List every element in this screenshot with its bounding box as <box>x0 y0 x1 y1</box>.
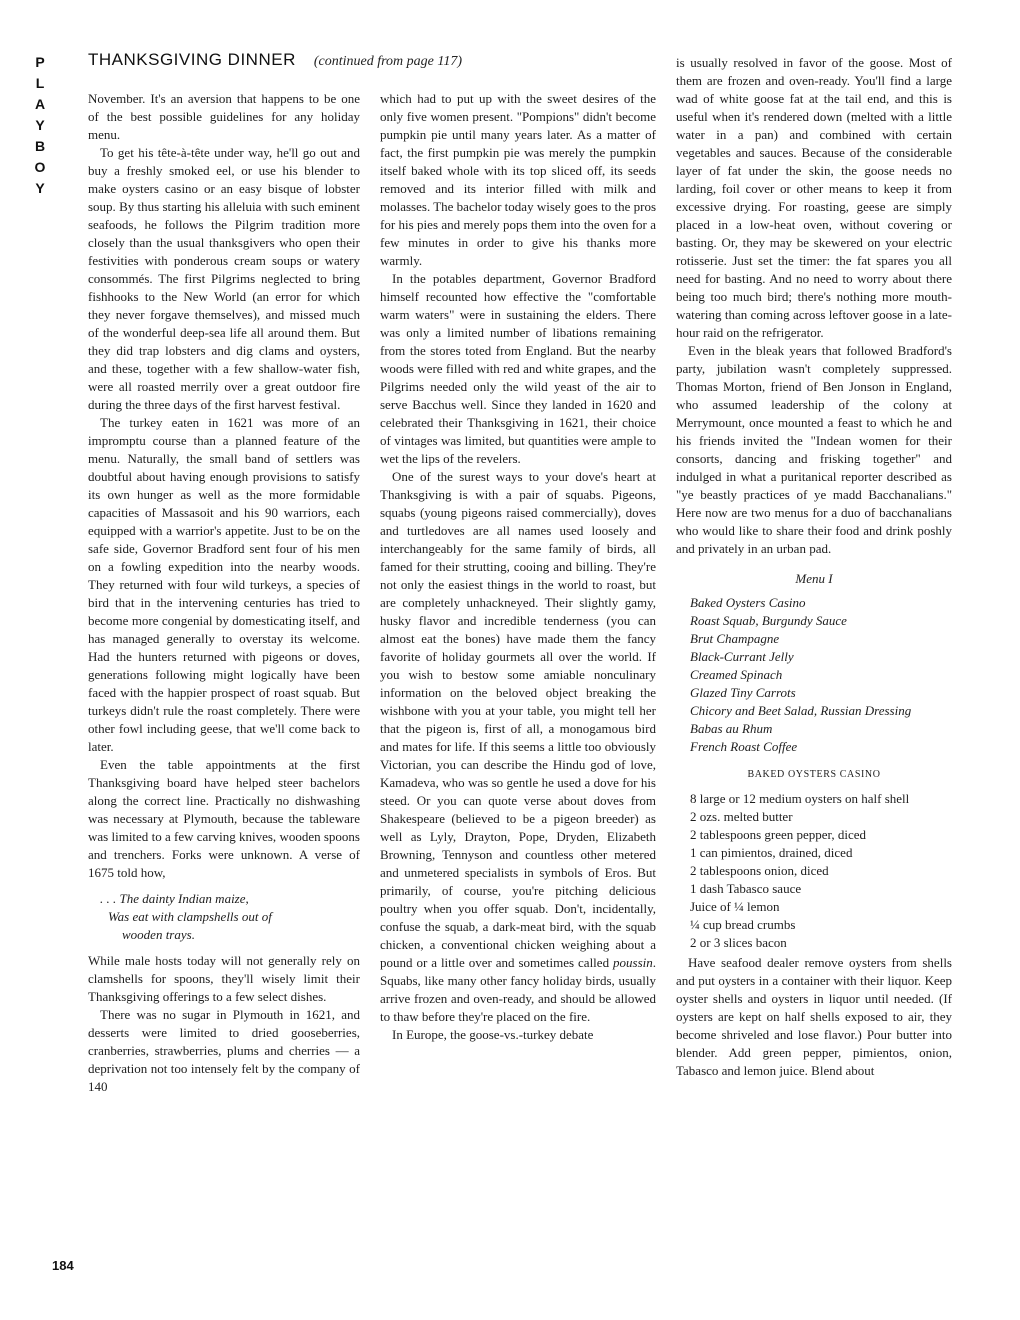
masthead-letter: L <box>35 75 45 91</box>
ingredient-item: 2 or 3 slices bacon <box>690 935 787 950</box>
paragraph: There was no sugar in Plymouth in 1621, and desserts were limited to dried gooseberries, cranberries, strawberries, plums and cherries — a deprivation not too intensely felt by the company of 140 <box>88 1007 360 1094</box>
text-column-2 <box>380 90 656 1044</box>
paragraph: Have seafood dealer remove oysters from shells and put oysters in a container with their liquor. Keep oyster shells and oysters in liquor until needed. (If oysters are kept on half shells exposed to air, they become shriveled and lose flavor.) Pour butter into blender. Add green pepper, pimientos, onion, Tabasco and lemon juice. Blend about <box>676 955 952 1078</box>
article-title: THANKSGIVING DINNER <box>88 50 296 69</box>
masthead-letter: A <box>34 96 46 112</box>
paragraph <box>380 468 656 1026</box>
menu-title: Menu I <box>795 571 833 586</box>
paragraph: Even in the bleak years that followed Bradford's party, jubilation wasn't completely suppressed. Thomas Morton, friend of Ben Jonson in England, who assumed leadership of the colony at Merrymount, once mounted a feast to which he and his friends invited the "Indean women for their consorts, dancing and frisking together" and indulged in what a puritanical reporter described as "ye beastly practices of ye madd Bacchanalians." Here now are two menus for a duo of bacchanalians who would like to share their food and drink poshly and privately in an urban pad. <box>676 343 952 556</box>
menu-item: Creamed Spinach <box>690 667 783 682</box>
menu-item: Glazed Tiny Carrots <box>690 685 796 700</box>
magazine-masthead <box>30 52 50 199</box>
ingredient-item: 1 dash Tabasco sauce <box>690 881 802 896</box>
paragraph: Even the table appointments at the first Thanksgiving board have helped steer bachelors along the correct line. Practically no dishwashing was necessary at Plymouth, because the tableware was limited to a few carving knives, wooden spoons and trenchers. Forks were unknown. A verse of 1675 told how, <box>88 757 360 880</box>
paragraph: To get his tête-à-tête under way, he'll go out and buy a freshly smoked eel, or use his blender to make oysters casino or an easy bisque of lobster soup. By thus starting his alleluia with such eminent seafoods, he follows the Pilgrim tradition more closely than the usual thanksgivers who open their festivities with ponderous cream soups or watery consommés. The first Pilgrims neglected to bring fishhooks to the New World (an error for which they never forgave themselves), and missed much of the wonderful deep-sea life all around them. But they did trap lobsters and dig clams and oysters, and these, together with a few shallow-water fish, were all roasted merrily over a great outdoor fire during the three days of the first harvest festival. <box>88 145 360 412</box>
italic-term: poussin <box>613 955 653 970</box>
menu-item: Baked Oysters Casino <box>690 595 806 610</box>
paragraph: The turkey eaten in 1621 was more of an impromptu course than a planned feature of the menu. Naturally, the small band of settlers was doubtful about having enough provisions to satisfy its own hunger as well as the more formidable capacities of Massasoit and his 90 warriors, each equipped with a warrior's appetite. Just to be on the safe side, Governor Bradford sent four of his men on a fowling expedition into the nearby woods. They returned with four wild turkeys, a species of bird that in the intervening centuries has tried to become more congenial by domesticating itself, and has managed generally to overstay its welcome. Had the hunters returned with pigeons or doves, generations following might logically have been faced with the happier prospect of roast squab. But turkeys didn't rule the roast completely. There were other fowl including geese, that we'll come back to later. <box>88 415 360 754</box>
continued-note: (continued from page 117) <box>313 54 462 69</box>
menu-item: French Roast Coffee <box>690 739 798 754</box>
verse-line: wooden trays. <box>122 927 195 942</box>
masthead-letter: O <box>34 159 46 175</box>
menu-item: Babas au Rhum <box>690 721 773 736</box>
ingredient-list <box>690 790 952 952</box>
paragraph-text: One of the surest ways to your dove's heart at Thanksgiving is with a pair of squabs. Pigeons, squabs (young pigeons raised commercially), doves and turtledoves are all names used loosely and interchangeably for the same family of birds, all famed for their strutting, cooing and billing. They're not only the easiest things in the world to roast, but are completely unhackneyed. Their slightly gamy, husky flavor and incredible tenderness (you can almost eat the bones) have made them the fancy favorite of holiday gourmets all over the world. If you wish to bestow some amiable nonculinary information on the beloved object breaking the wishbone with you at your table, you might tell her that the pigeon is, first of all, a monogamous bird and mates for life. If this seems a little too obviously Victorian, you can describe the Hindu god of love, Kamadeva, who was so gentle he used a dove for his steed. Or you can quote verse about doves from Shakespeare (believed to be a pigeon breeder) as well as Lyly, Drayton, Pope, Dryden, Elizabeth Browning, Tennyson and countless other metered and unmetered specialists in symbols of Eros. But primarily, of course, you're pitching delicious poultry when you offer squab. Don't, incidentally, confuse the squab, a dark-meat bird, with the squab chicken, a conventional chicken weighing about a pound or a little over and sometimes called <box>380 469 656 970</box>
masthead-letter: Y <box>35 180 45 196</box>
text-column-3 <box>676 54 952 1080</box>
text-column-1 <box>88 90 360 1096</box>
ingredient-item: 2 ozs. melted butter <box>690 809 793 824</box>
menu-item: Chicory and Beet Salad, Russian Dressing <box>690 703 912 718</box>
page-number: 184 <box>52 1258 74 1273</box>
masthead-letter: P <box>35 54 45 70</box>
menu-item: Roast Squab, Burgundy Sauce <box>690 613 847 628</box>
ingredient-item: 1 can pimientos, drained, diced <box>690 845 853 860</box>
menu-list <box>690 594 952 756</box>
verse-line: . . . The dainty Indian maize, <box>100 891 249 906</box>
masthead-letter: B <box>34 138 46 154</box>
recipe-title: BAKED OYSTERS CASINO <box>747 769 881 780</box>
paragraph: In the potables department, Governor Bradford himself recounted how effective the "comfortable warm waters" were in sustaining the elders. There was only a limited number of libations remaining from the stores toted from England. But the nearby woods were filled with red and white grapes, and the Pilgrims needed only the wild yeast of the air to serve Bacchus well. Since they landed in 1620 and celebrated their Thanksgiving in 1621, their choice of vintages was limited, but quantities were ample to wet the lips of the revelers. <box>380 271 656 466</box>
verse-line: Was eat with clampshells out of <box>108 909 272 924</box>
ingredient-item: 8 large or 12 medium oysters on half shell <box>690 791 910 806</box>
paragraph: is usually resolved in favor of the goose. Most of them are frozen and oven-ready. You'll find a large wad of white goose fat at the tail end, and this is useful when it's rendered down (melted with a little water in a pan) and combined with certain vegetables and sauces. Because of the considerable layer of fat under the skin, the goose needs no larding, foil cover or other means to keep it from excessive drying. For roasting, geese are simply placed in a low-heat oven, without covering or basting. Or, they may be skewered on your electric rotisserie. Just set the timer: the fat spares you all need for basting. And no need to worry about there being too much bird; there's nothing more mouth-watering than coming across leftover goose in a late-hour raid on the refrigerator. <box>676 55 952 340</box>
ingredient-item: Juice of ¼ lemon <box>690 899 780 914</box>
paragraph-text: . Squabs, like many other fancy holiday birds, usually arrive frozen and oven-ready, and should be allowed to thaw before they're placed on the fire. <box>380 955 656 1024</box>
verse-quote <box>100 890 360 944</box>
ingredient-item: 2 tablespoons onion, diced <box>690 863 829 878</box>
paragraph: November. It's an aversion that happens to be one of the best possible guidelines for any holiday menu. <box>88 91 360 142</box>
paragraph: In Europe, the goose-vs.-turkey debate <box>392 1027 594 1042</box>
menu-item: Black-Currant Jelly <box>690 649 794 664</box>
paragraph: While male hosts today will not generally rely on clamshells for spoons, they'll wisely limit their Thanksgiving offerings to a few select dishes. <box>88 953 360 1004</box>
masthead-letter: Y <box>35 117 45 133</box>
ingredient-item: ¼ cup bread crumbs <box>690 917 796 932</box>
menu-item: Brut Champagne <box>690 631 780 646</box>
ingredient-item: 2 tablespoons green pepper, diced <box>690 827 867 842</box>
paragraph: which had to put up with the sweet desires of the only five women present. "Pompions" didn't become pumpkin pie until many years later. As a matter of fact, the first pumpkin pie was merely the pumpkin itself baked whole with its top sliced off, its seeds removed and its interior filled with milk and molasses. The bachelor today wisely goes to the pros for his pies and merely pops them into the oven for a few minutes in order to give his thanks more warmly. <box>380 91 656 268</box>
